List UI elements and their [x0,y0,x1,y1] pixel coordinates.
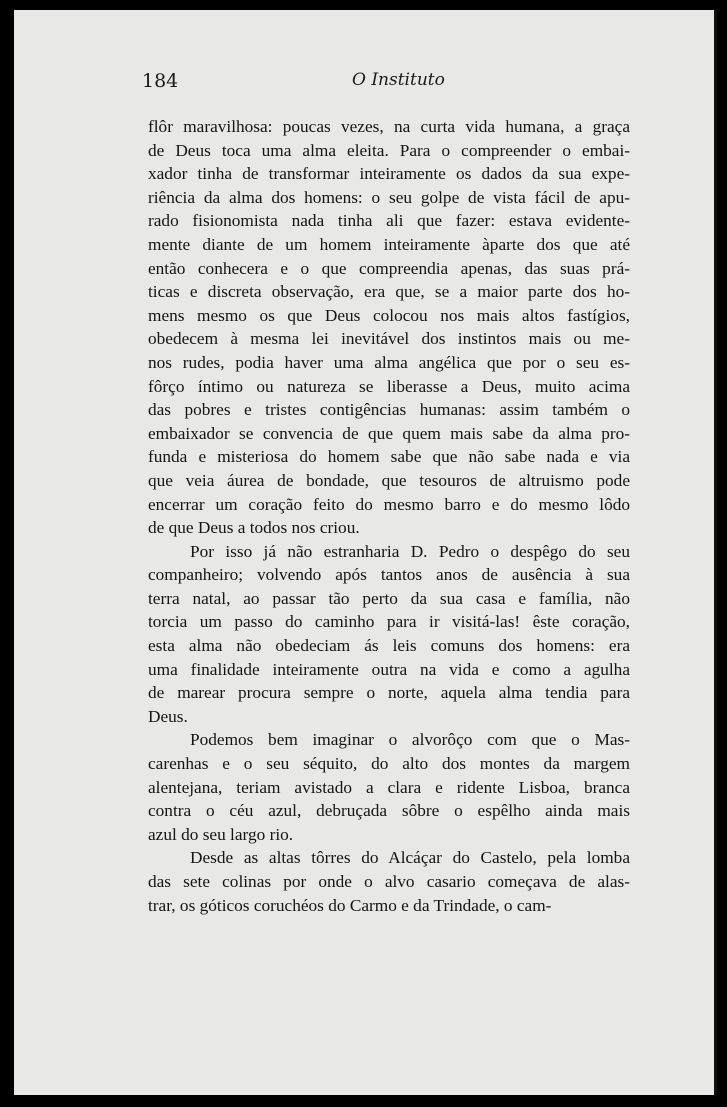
text-line: contra o céu azul, debruçada sôbre o espêlho ainda mais [148,801,630,821]
text-line: funda e misteriosa do homem sabe que não sabe nada e via [148,447,630,467]
paragraph [148,846,630,917]
text-line: das sete colinas por onde o alvo casario começava de alas- [148,872,630,891]
text-line: de Deus toca uma alma eleita. Para o compreender o embai- [148,140,630,160]
text-line: Por isso já não estranharia D. Pedro o despêgo do seu [190,541,630,561]
text-line: encerrar um coração feito do mesmo barro e do mesmo lôdo [148,494,630,514]
text-line: uma finalidade inteiramente outra na vida e como a agulha [148,659,630,679]
text-line: então conhecera e o que compreendia apenas, das suas prá- [148,258,630,278]
text-line: rado fisionomista nada tinha ali que fazer: estava evidente- [148,211,630,231]
text-line: carenhas e o seu séquito, do alto dos montes da margem [148,754,630,774]
text-line: mens mesmo os que Deus colocou nos mais altos fastígios, [148,305,630,325]
text-line: de que Deus a todos nos criou. [148,518,360,538]
text-line: Podemos bem imaginar o alvorôço com que o Mas- [190,730,630,750]
text-line: nos rudes, podia haver uma alma angélica que por o seu es- [148,352,630,372]
text-line: companheiro; volvendo após tantos anos de ausência à sua [148,565,630,585]
body-text [148,115,630,917]
running-title: O Instituto [352,70,445,90]
text-line: xador tinha de transformar inteiramente os dados da sua expe- [148,164,630,184]
text-line: fôrço íntimo ou natureza se liberasse a Deus, muito acima [148,376,630,396]
paragraph [148,728,630,846]
text-line: Deus. [148,706,188,726]
text-line: embaixador se convencia de que quem mais sabe da alma pro- [148,423,630,443]
paragraph [148,540,630,729]
text-line: azul do seu largo rio. [148,824,294,844]
page-number: 184 [142,70,179,92]
text-line: de marear procura sempre o norte, aquela alma tendia para [148,683,630,703]
text-line: terra natal, ao passar tão perto da sua casa e família, não [148,588,630,608]
page-header [142,70,630,94]
book-page [14,10,717,1095]
text-line: das pobres e tristes contigências humanas: assim também o [148,400,630,420]
text-line: alentejana, teriam avistado a clara e ridente Lisboa, branca [148,777,630,797]
text-line: flôr maravilhosa: poucas vezes, na curta vida humana, a graça [148,117,630,136]
text-line: ticas e discreta observação, era que, se a maior parte dos ho- [148,282,630,302]
text-line: trar, os góticos coruchéos do Carmo e da Trindade, o cam- [148,895,552,915]
text-line: Desde as altas tôrres do Alcáçar do Castelo, pela lomba [190,848,630,868]
text-line: riência da alma dos homens: o seu golpe de vista fácil de apu- [148,187,630,207]
text-line: mente diante de um homem inteiramente àparte dos que até [148,234,630,254]
text-line: obedecem à mesma lei inevitável dos instintos mais ou me- [148,329,630,349]
text-line: torcia um passo do caminho para ir visitá-las! êste coração, [148,612,630,632]
text-line: que veia áurea de bondade, que tesouros de altruismo pode [148,470,630,490]
paragraph [148,115,630,540]
text-line: esta alma não obedeciam ás leis comuns dos homens: era [148,636,630,656]
